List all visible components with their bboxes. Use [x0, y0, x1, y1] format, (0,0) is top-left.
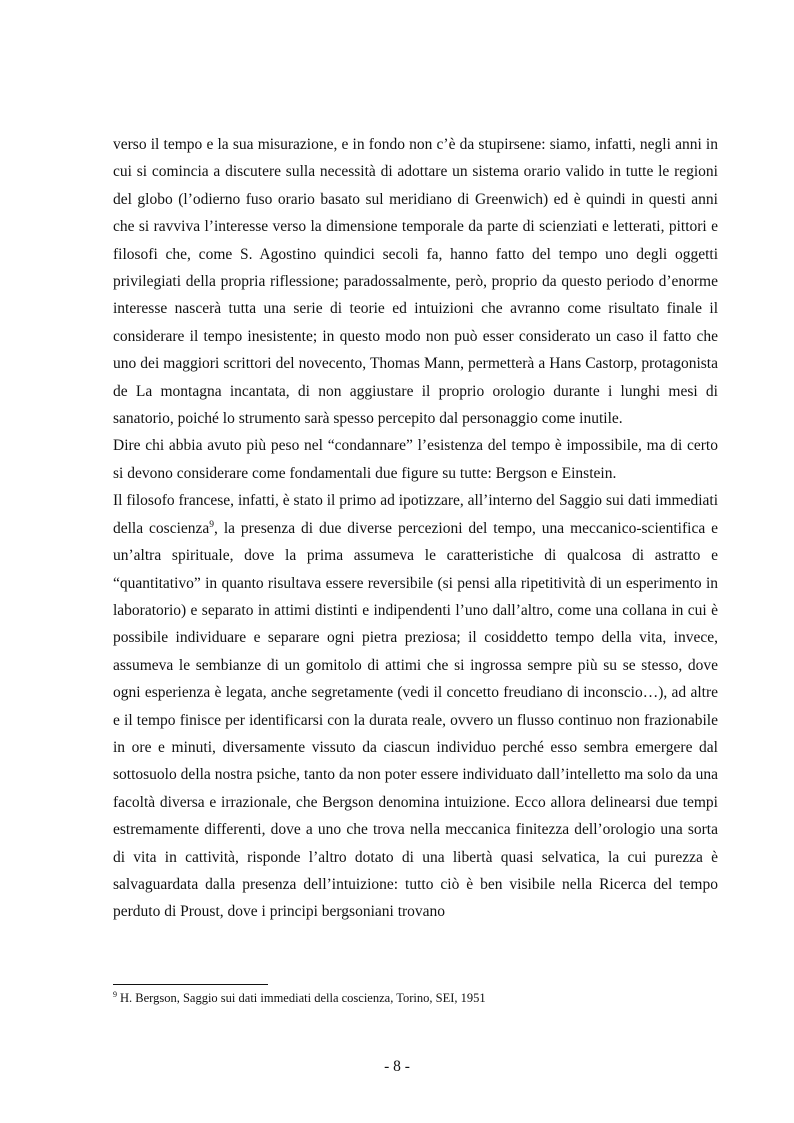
paragraph-2: Dire chi abbia avuto più peso nel “condannare” l’esistenza del tempo è impossibile, ma di certo si devono considerare come fondamentali due figure su tutte: Bergson e Einstein. [113, 437, 718, 482]
footnote [113, 990, 718, 1006]
paragraph-3 [113, 487, 718, 926]
page-number: - 8 - [384, 1058, 410, 1075]
footnote-reference-mark[interactable]: 9 [209, 519, 215, 530]
paragraph-3-text-before-note: Il filosofo francese, infatti, è stato il primo ad ipotizzare, all’interno del Saggio sui dati immediati della coscienza [113, 492, 718, 537]
footnote-divider [113, 984, 268, 985]
body-text [113, 131, 718, 926]
paragraph-1: verso il tempo e la sua misurazione, e in fondo non c’è da stupirsene: siamo, infatti, negli anni in cui si comincia a discutere sulla necessità di adottare un sistema orario valido in tutte le regioni del globo (l’odierno fuso orario basato sul meridiano di Greenwich) ed è quindi in questi anni che si ravviva l’interesse verso la dimensione temporale da parte di scienziati e letterati, pittori e filosofi che, come S. Agostino quindici secoli fa, hanno fatto del tempo uno degli oggetti privilegiati della propria riflessione; paradossalmente, però, proprio da questo periodo d’enorme interesse nascerà tutta una serie di teorie ed intuizioni che avranno come risultato finale il considerare il tempo inesistente; in questo modo non può esser considerato un caso il fatto che uno dei maggiori scrittori del novecento, Thomas Mann, permetterà a Hans Castorp, protagonista de La montagna incantata, di non aggiustare il proprio orologio durante i lunghi mesi di sanatorio, poiché lo strumento sarà spesso percepito dal personaggio come inutile. [113, 136, 718, 428]
footnote-text: H. Bergson, Saggio sui dati immediati della coscienza, Torino, SEI, 1951 [120, 991, 486, 1005]
paragraph-3-text-after-note: , la presenza di due diverse percezioni del tempo, una meccanico-scientifica e un’altra spirituale, dove la prima assumeva le caratteristiche di qualcosa di astratto e “quantitativo” in quanto risultava essere reversibile (si pensi alla ripetitività di un esperimento in laboratorio) e separato in attimi distinti e indipendenti l’uno dall’altro, come una collana in cui è possibile individuare e separare ogni pietra preziosa; il cosiddetto tempo della vita, invece, assumeva le sembianze di un gomitolo di attimi che si ingrossa sempre più su se stesso, dove ogni esperienza è legata, anche segretamente (vedi il concetto freudiano di inconscio…), ad altre e il tempo finisce per identificarsi con la durata reale, ovvero un flusso continuo non frazionabile in ore e minuti, diversamente vissuto da ciascun individuo perché esso sembra emergere dal sottosuolo della nostra psiche, tanto da non poter essere individuato dall’intelletto ma solo da una facoltà diversa e irrazionale, che Bergson denomina intuizione. Ecco allora delinearsi due tempi estremamente differenti, dove a uno che trova nella meccanica finitezza dell’orologio una sorta di vita in cattività, risponde l’altro dotato di una libertà quasi selvatica, la cui purezza è salvaguardata dalla presenza dell’intuizione: tutto ciò è ben visibile nella Ricerca del tempo perduto di Proust, dove i principi bergsoniani trovano [113, 519, 719, 921]
footnote-mark: 9 [113, 989, 117, 999]
